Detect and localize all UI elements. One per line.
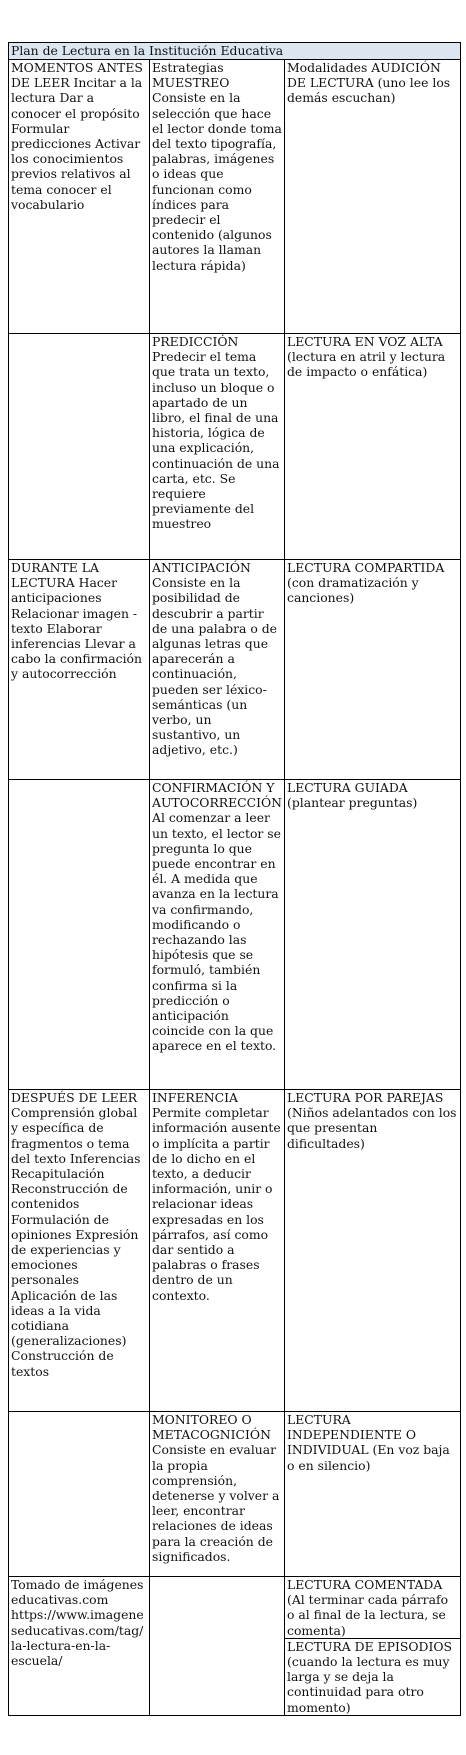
- table-title-row: [9, 43, 461, 60]
- modality-aloud: LECTURA EN VOZ ALTA (lectura en atril y lectura de impacto o enfática): [285, 334, 461, 560]
- moment-empty-cell: [9, 1412, 150, 1577]
- strategy-metacognition: MONITOREO O METACOGNICIÓN Consiste en evaluar la propia comprensión, detenerse y volver a leer, encontrar relaciones de ideas para la creación de significados.: [150, 1412, 285, 1577]
- modality-independent: LECTURA INDEPENDIENTE O INDIVIDUAL (En voz baja o en silencio): [285, 1412, 461, 1577]
- table-row: [9, 1090, 461, 1412]
- modality-pairs: LECTURA POR PAREJAS (Niños adelantados con los que presentan dificultades): [285, 1090, 461, 1412]
- document-page: [8, 42, 460, 1716]
- reading-plan-table: [8, 42, 461, 1716]
- table-row: [9, 1577, 461, 1639]
- moment-before-reading: MOMENTOS ANTES DE LEER Incitar a la lectura Dar a conocer el propósito Formular predicciones Activar los conocimientos previos relativos al tema conocer el vocabulario: [9, 60, 150, 334]
- table-row: [9, 334, 461, 560]
- strategy-inference: INFERENCIA Permite completar información ausente o implícita a partir de lo dicho en el texto, a deducir información, unir o relacionar ideas expresadas en los párrafos, así como dar sentido a palabras o frases dentro de un contexto.: [150, 1090, 285, 1412]
- moment-after-reading: DESPUÉS DE LEER Comprensión global y específica de fragmentos o tema del texto Inferencias Recapitulación Reconstrucción de contenidos Formulación de opiniones Expresión de experiencias y emociones personales Aplicación de las ideas a la vida cotidiana (generalizaciones) Construcción de textos: [9, 1090, 150, 1412]
- modality-guided: LECTURA GUIADA (plantear preguntas): [285, 780, 461, 1090]
- table-row: [9, 1412, 461, 1577]
- modality-shared: LECTURA COMPARTIDA (con dramatización y canciones): [285, 560, 461, 780]
- table-row: [9, 60, 461, 334]
- source-credit: Tomado de imágenes educativas.com https://www.imageneseducativas.com/tag/la-lectura-en-la-escuela/: [9, 1577, 150, 1716]
- strategy-sampling: Estrategias MUESTREO Consiste en la selección que hace el lector donde toma del texto tipografía, palabras, imágenes o ideas que funcionan como índices para predecir el contenido (algunos autores la llaman lectura rápida): [150, 60, 285, 334]
- strategy-prediction: PREDICCIÓN Predecir el tema que trata un texto, incluso un bloque o apartado de un libro, el final de una historia, lógica de una explicación, continuación de una carta, etc. Se requiere previamente del muestreo: [150, 334, 285, 560]
- moment-during-reading: DURANTE LA LECTURA Hacer anticipaciones Relacionar imagen - texto Elaborar inferencias Llevar a cabo la confirmación y autocorrección: [9, 560, 150, 780]
- strategy-anticipation: ANTICIPACIÓN Consiste en la posibilidad de descubrir a partir de una palabra o de algunas letras que aparecerán a continuación, pueden ser léxico-semánticas (un verbo, un sustantivo, un adjetivo, etc.): [150, 560, 285, 780]
- table-title: Plan de Lectura en la Institución Educativa: [9, 43, 461, 60]
- table-row: [9, 560, 461, 780]
- strategy-confirmation: CONFIRMACIÓN Y AUTOCORRECCIÓN Al comenzar a leer un texto, el lector se pregunta lo que puede encontrar en él. A medida que avanza en la lectura va confirmando, modificando o rechazando las hipótesis que se formuló, también confirma si la predicción o anticipación coincide con la que aparece en el texto.: [150, 780, 285, 1090]
- modality-commented: LECTURA COMENTADA (Al terminar cada párrafo o al final de la lectura, se comenta): [285, 1577, 461, 1639]
- moment-empty-cell: [9, 334, 150, 560]
- modality-episodes: LECTURA DE EPISODIOS (cuando la lectura es muy larga y se deja la continuidad para otro momento): [285, 1638, 461, 1715]
- moment-empty-cell: [9, 780, 150, 1090]
- modality-listening: Modalidades AUDICIÓN DE LECTURA (uno lee los demás escuchan): [285, 60, 461, 334]
- table-row: [9, 780, 461, 1090]
- strategy-empty-cell: [150, 1577, 285, 1716]
